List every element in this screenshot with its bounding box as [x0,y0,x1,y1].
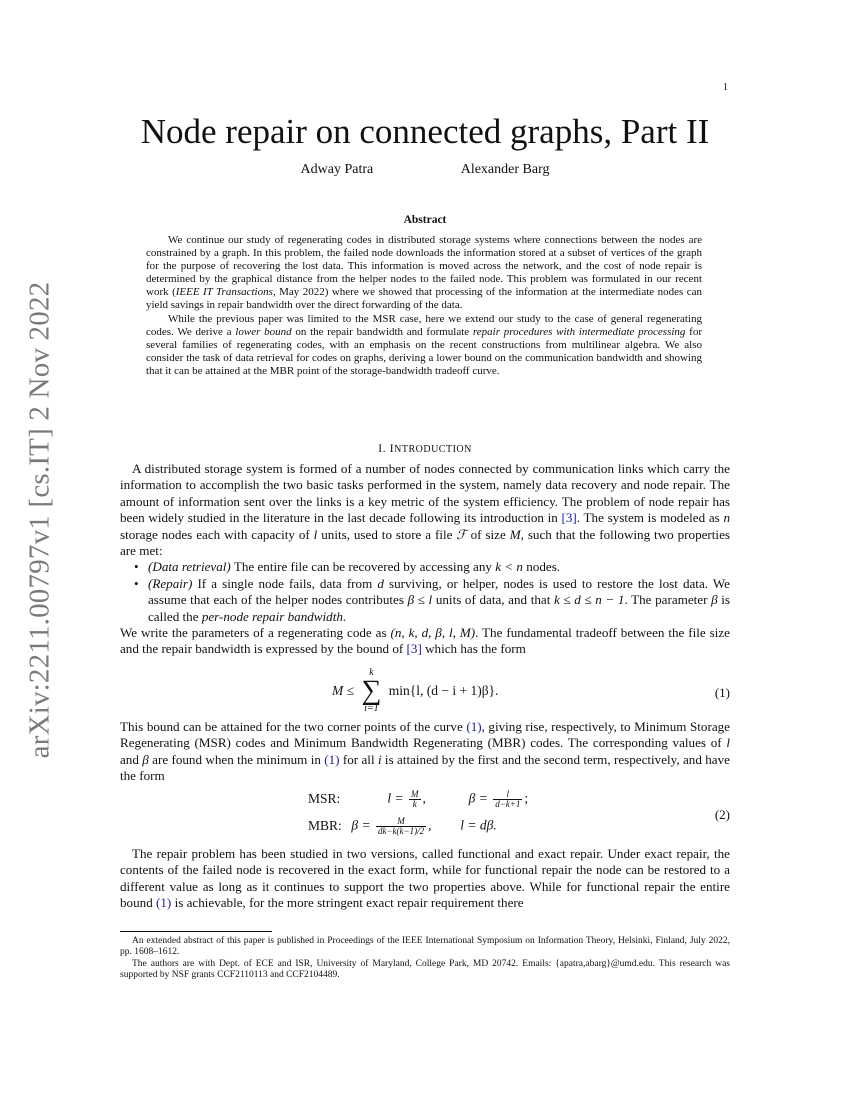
summation-symbol: k ∑ i=1 [361,667,382,714]
intro-paragraph-2: We write the parameters of a regenerating code as (n, k, d, β, l, M). The fundamental tradeoff between the file size and the repair bandwidth is expressed by the bound of [3] which has the form [120,625,730,657]
author-list [0,162,850,178]
footnotes [120,936,730,982]
abstract-paragraph-2: While the previous paper was limited to the MSR case, here we extend our study to the case of general regenerating codes. We derive a lower bound on the repair bandwidth and formulate repair procedures with intermediate processing for several families of regenerating codes, with an emphasis on the recent constructions from multilinear algebra. We also consider the task of data retrieval for codes on graphs, deriving a lower bound on the communication bandwidth and showing that it can be attained at the MBR point of the storage-bandwidth tradeoff curve. [146,312,702,377]
intro-paragraph-1: A distributed storage system is formed of a number of nodes connected by communication links which carry the information to accomplish the two basic tasks performed in the system, namely data recovery and node repair. The amount of information sent over the links is a key metric of the system efficiency. The problem of node repair has been widely studied in the literature in the last decade following its introduction in [3]. The system is modeled as n storage nodes each with capacity of l units, used to store a file ℱ of size M, such that the following two properties are met: [120,461,730,559]
intro-block-1 [120,461,730,658]
list-item: • (Data retrieval) The entire file can be recovered by accessing any k < n nodes. [120,559,730,575]
equation-2 [120,790,730,842]
equation-number: (2) [714,807,730,822]
intro-block-3 [120,846,730,912]
citation-link[interactable]: [3] [561,510,577,526]
equation-ref-link[interactable]: (1) [466,719,482,734]
author-2: Alexander Barg [460,162,550,177]
author-1: Adway Patra [300,162,374,177]
abstract-body [146,234,702,378]
msr-row: MSR: l = $\frac{M}{k}$ , β = $\frac{l}{d-k+1}$ ; [308,789,529,809]
list-item: • (Repair) If a single node fails, data from d surviving, or helper, nodes is used to restore the lost data. We assume that each of the helper nodes contributes β ≤ l units of data, and that k ≤ d ≤ n − 1. The parameter β is called the per-node repair bandwidth. [120,576,730,625]
footnote-2: The authors are with Dept. of ECE and ISR, University of Maryland, College Park, MD 20742. Emails: {apatra,abarg}@umd.edu. This research was supported by NSF grants CCF2110113 and CCF2104489. [120,958,730,981]
abstract-heading: Abstract [403,214,447,226]
equation-1: M ≤ k ∑ i=1 min{l, (d − i + 1)β}. (1) [332,667,730,714]
arxiv-stamp [20,280,60,760]
intro-block-2 [120,719,730,785]
footnote-divider [120,931,272,932]
paper-title: Node repair on connected graphs, Part II [140,112,710,151]
intro-paragraph-3: This bound can be attained for the two corner points of the curve (1), giving rise, respectively, to Minimum Storage Regenerating (MSR) codes and Minimum Bandwidth Regenerating (MBR) codes. The corresponding values of l and β are found when the minimum in (1) for all i is attained by the first and the second term, respectively, and have the form [120,719,730,784]
equation-ref-link[interactable]: (1) [324,751,340,767]
equation-number: (1) [714,685,730,700]
footnote-1: An extended abstract of this paper is published in Proceedings of the IEEE International Symposium on Information Theory, Helsinki, Finland, July 2022, pp. 1608–1612. [120,936,730,958]
abstract-paragraph-1: We continue our study of regenerating codes in distributed storage systems where connections between the nodes are constrained by a graph. In this problem, the failed node downloads the information stored at a subset of vertices of the graph for the purpose of recovering the lost data. This information is moved across the network, and the cost of node repair is determined by the graphical distance from the helper nodes to the failed node. This problem was formulated in our recent work (IEEE IT Transactions, May 2022) where we showed that processing of the information at the intermediate nodes can yield savings in repair bandwidth over the direct forwarding of the data. [146,234,702,312]
page-number: 1 [723,82,728,93]
section-heading-introduction: I. INTRODUCTION [378,441,472,455]
arxiv-identifier: arXiv:2211.00797v1 [cs.IT] 2 Nov 2022 [23,281,56,759]
intro-paragraph-4: The repair problem has been studied in two versions, called functional and exact repair. Under exact repair, the contents of the failed node is recovered in the exact form, while for functional repair the node can be restored to a different value as long as it continues to support the two properties above. While for functional repair the entire bound (1) is achievable, for the more stringent exact repair requirement there [120,846,730,911]
citation-link[interactable]: [3] [406,641,422,657]
mbr-row: MBR: β = $\frac{M}{dk-k(k-1)/2}$ , l = dβ. [308,816,497,836]
property-list [120,559,730,625]
equation-ref-link[interactable]: (1) [156,895,172,911]
